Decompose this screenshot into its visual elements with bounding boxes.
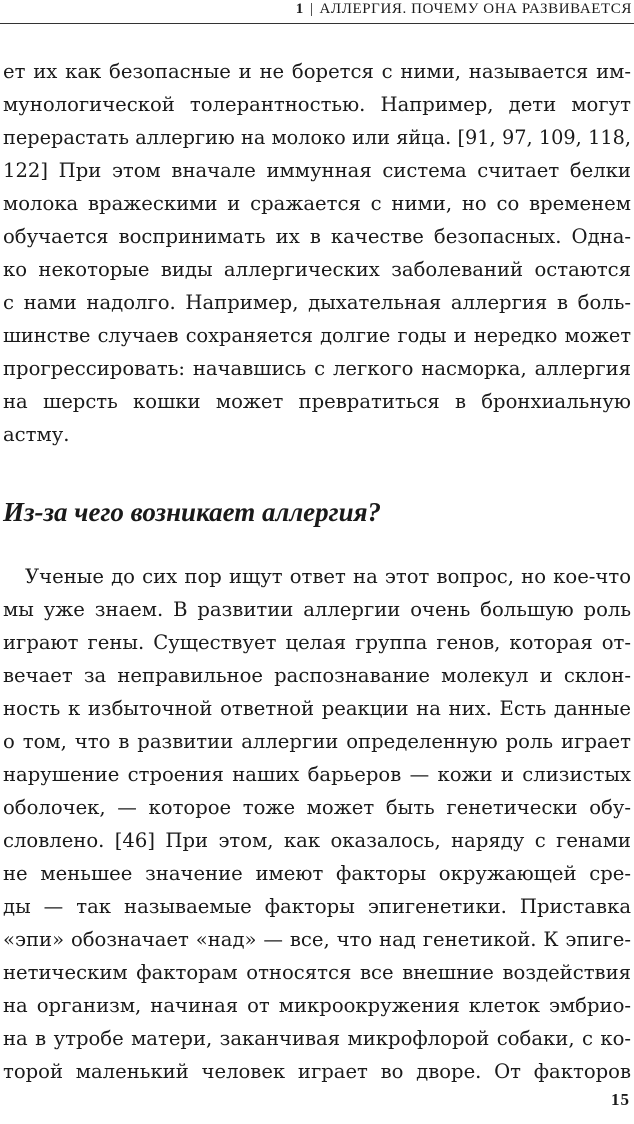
text-line: на организм, начиная от микроокружения клеток эмбрио-: [3, 994, 631, 1017]
page-number: 15: [611, 1090, 630, 1109]
text-line: ность к избыточной ответной реакции на них. Есть данные: [3, 697, 631, 720]
text-line: нетическим факторам относятся все внешние воздействия: [3, 961, 631, 984]
chapter-number: 1: [295, 1, 304, 17]
section-heading: Из-за чего возникает аллергия?: [3, 497, 382, 527]
text-line: ды — так называемые факторы эпигенетики. Приставка: [3, 895, 631, 918]
text-line: прогрессировать: начавшись с легкого насморка, аллергия: [3, 357, 631, 380]
text-line: «эпи» обозначает «над» — все, что над генетикой. К эпиге-: [3, 928, 631, 951]
paragraph-2: [3, 560, 631, 1088]
header-rule: [0, 23, 634, 24]
text-line: 122] При этом вначале иммунная система считает белки: [3, 159, 631, 182]
text-line: торой маленький человек играет во дворе. От факторов: [3, 1060, 631, 1083]
text-line: ет их как безопасные и не борется с ними, называется им-: [3, 60, 631, 83]
text-line: астму.: [3, 423, 70, 446]
text-line: мунологической толерантностью. Например, дети могут: [3, 93, 631, 116]
header-separator: |: [309, 1, 314, 17]
text-line: словлено. [46] При этом, как оказалось, наряду с генами: [3, 829, 631, 852]
text-line: молока вражескими и сражается с ними, но со временем: [3, 192, 631, 215]
text-line: шинстве случаев сохраняется долгие годы и нередко может: [3, 324, 631, 347]
text-line: играют гены. Существует целая группа генов, которая от-: [3, 631, 631, 654]
text-line: перерастать аллергию на молоко или яйца. [91, 97, 109, 118,: [3, 126, 631, 149]
text-line: оболочек, — которое тоже может быть генетически обу-: [3, 796, 631, 819]
text-line: мы уже знаем. В развитии аллергии очень большую роль: [3, 598, 631, 621]
text-line: обучается воспринимать их в качестве безопасных. Одна-: [3, 225, 631, 248]
text-line: вечает за неправильное распознавание молекул и склон-: [3, 664, 631, 687]
chapter-title: АЛЛЕРГИЯ. ПОЧЕМУ ОНА РАЗВИВАЕТСЯ: [319, 1, 632, 17]
text-line: на в утробе матери, заканчивая микрофлорой собаки, с ко-: [3, 1027, 631, 1050]
text-line: нарушение строения наших барьеров — кожи и слизистых: [3, 763, 631, 786]
text-line: ко некоторые виды аллергических заболеваний остаются: [3, 258, 631, 281]
running-header: [296, 0, 632, 18]
text-line: Ученые до сих пор ищут ответ на этот вопрос, но кое-что: [25, 565, 631, 588]
paragraph-1: [3, 55, 631, 451]
text-line: не меньшее значение имеют факторы окружающей сре-: [3, 862, 631, 885]
text-line: с нами надолго. Например, дыхательная аллергия в боль-: [3, 291, 631, 314]
text-line: на шерсть кошки может превратиться в бронхиальную: [3, 390, 631, 413]
text-line: о том, что в развитии аллергии определенную роль играет: [3, 730, 631, 753]
